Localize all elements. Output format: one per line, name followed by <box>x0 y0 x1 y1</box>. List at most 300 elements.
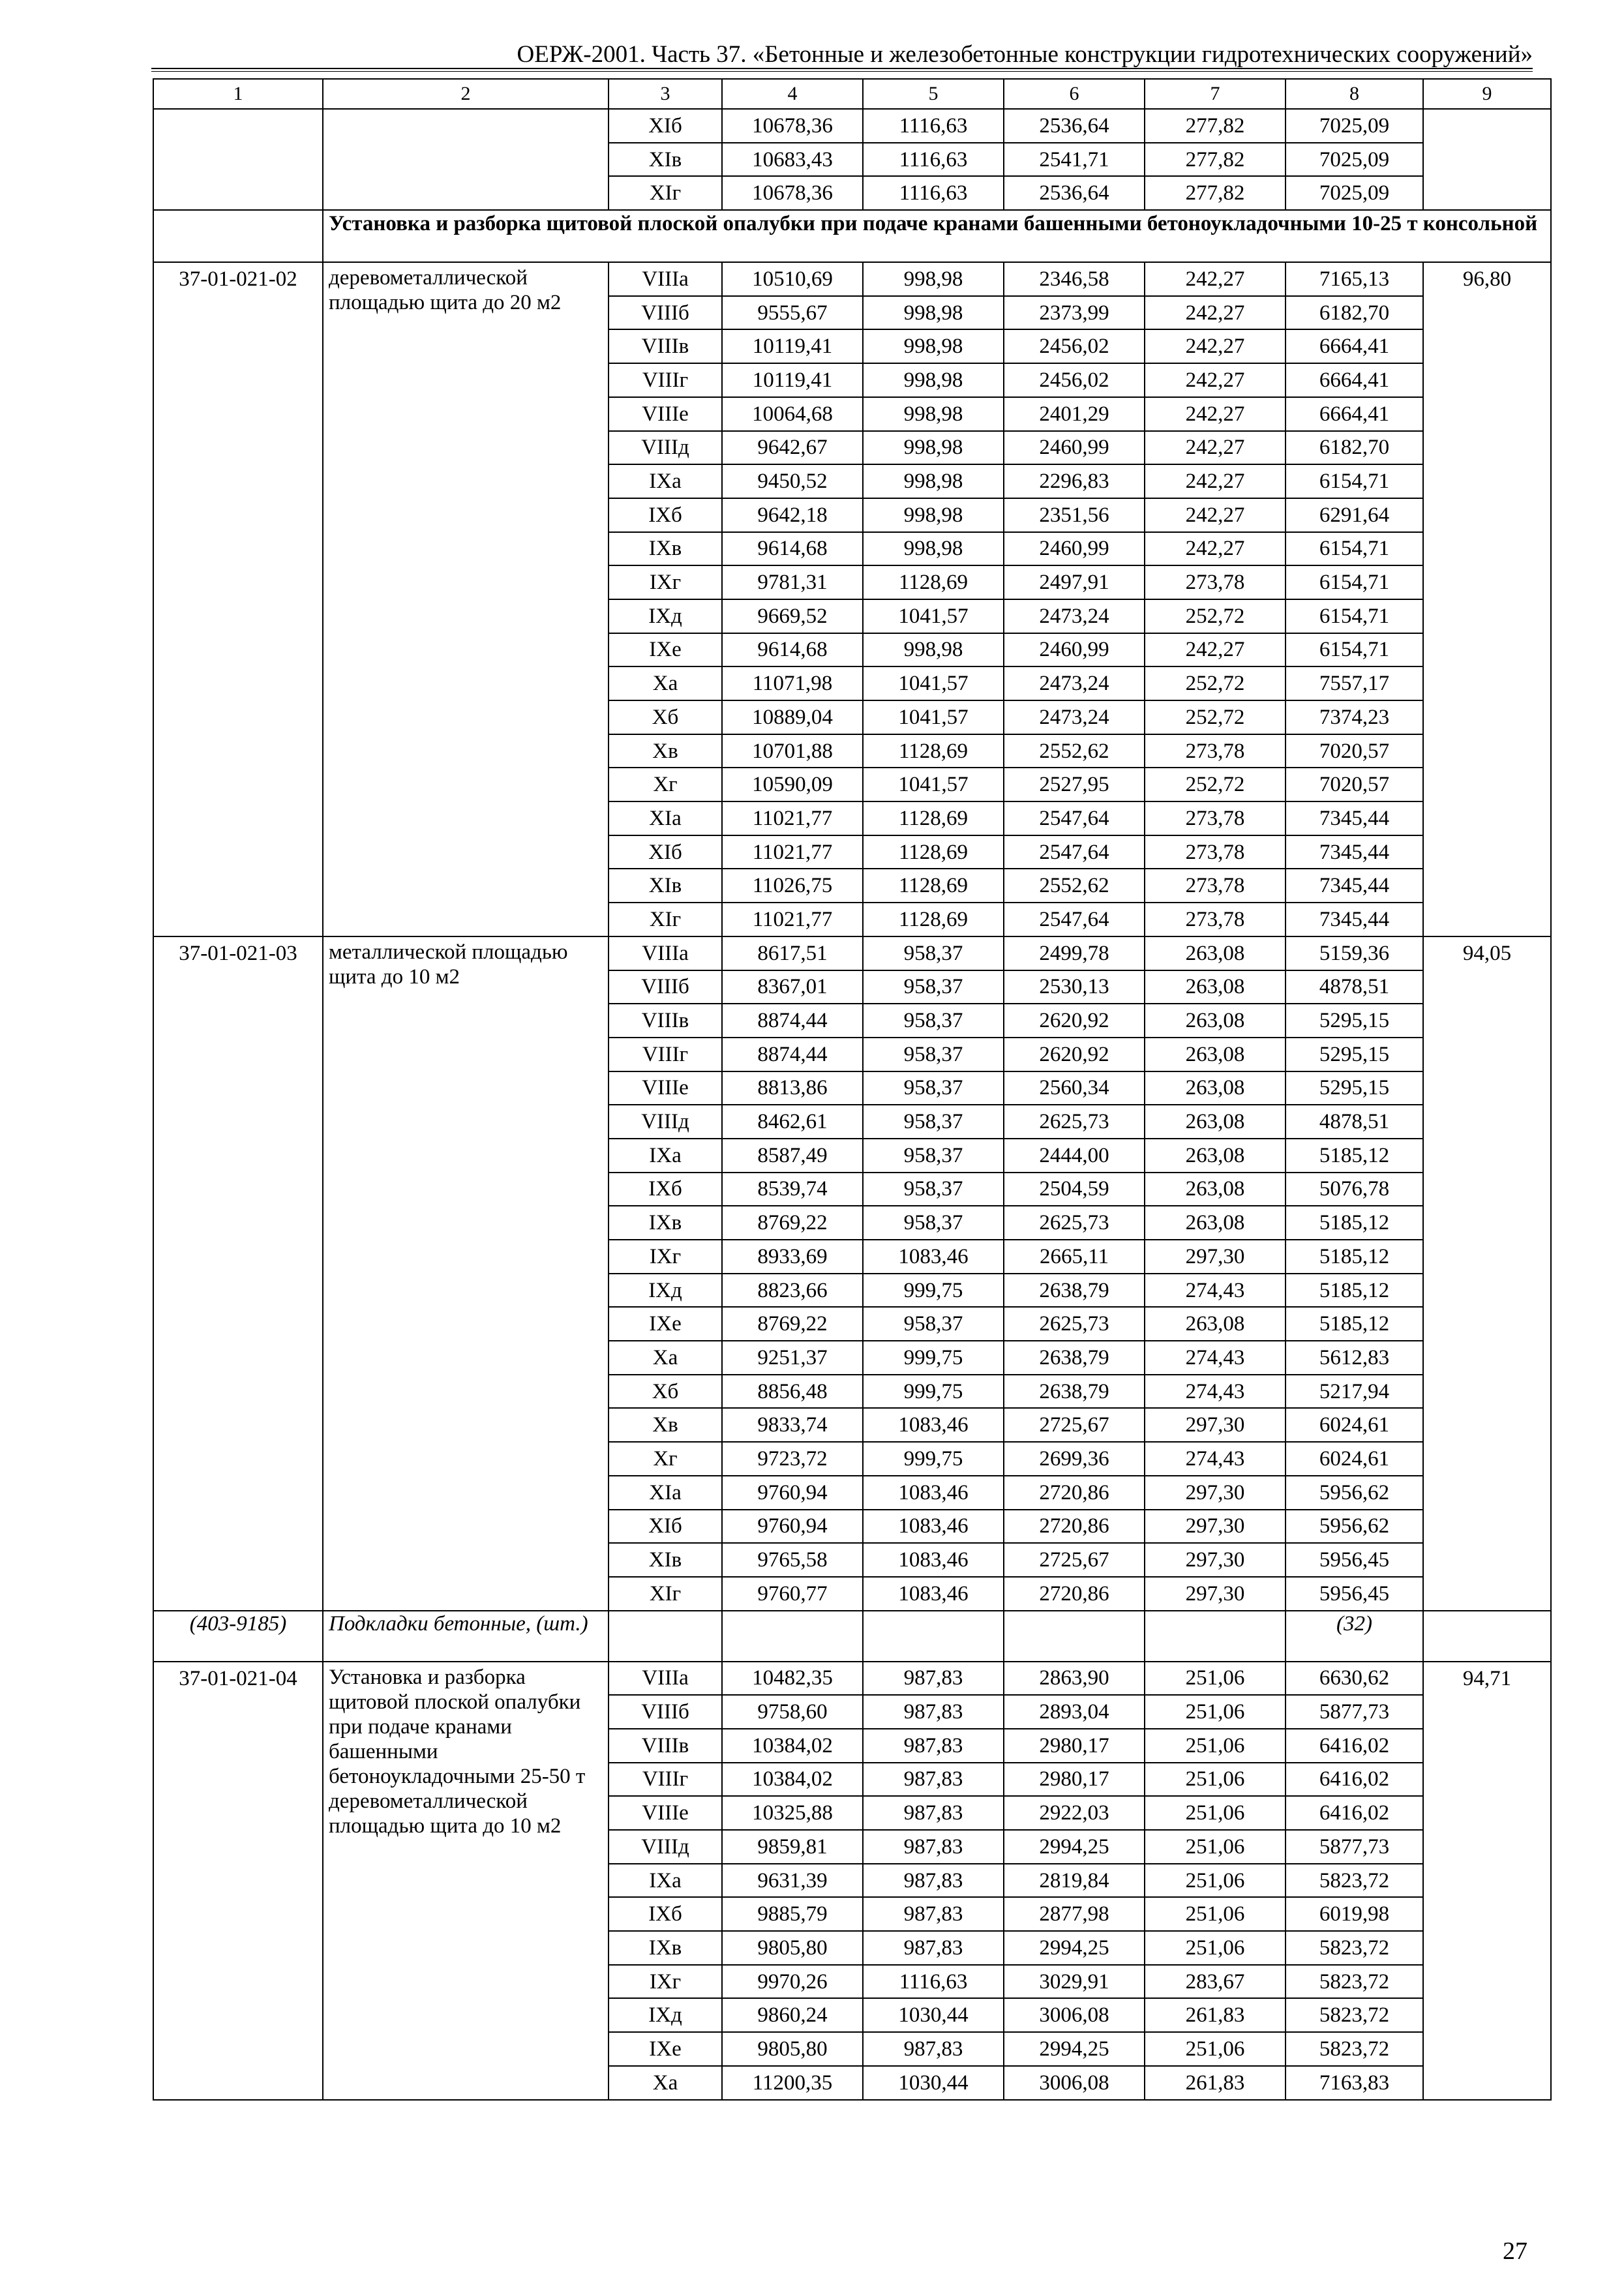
value-cell: 987,83 <box>863 1729 1004 1763</box>
value-cell: 10384,02 <box>722 1729 863 1763</box>
value-cell: 1083,46 <box>863 1543 1004 1577</box>
group-cell: Xб <box>609 1375 722 1409</box>
value-cell: 9781,31 <box>722 565 863 599</box>
group-cell: VIIIв <box>609 329 722 363</box>
group-cell: VIIIа <box>609 262 722 296</box>
group-cell: IXв <box>609 532 722 566</box>
value-cell: 10325,88 <box>722 1796 863 1830</box>
column-number: 3 <box>609 79 722 109</box>
value-cell: 1083,46 <box>863 1476 1004 1510</box>
value-cell: 1128,69 <box>863 903 1004 936</box>
group-cell: VIIIе <box>609 1071 722 1105</box>
value-cell: 958,37 <box>863 1105 1004 1139</box>
value-cell: 5877,73 <box>1286 1830 1423 1864</box>
value-cell: 998,98 <box>863 363 1004 397</box>
value-cell: 2456,02 <box>1004 363 1145 397</box>
value-cell: 6182,70 <box>1286 431 1423 465</box>
value-cell: 958,37 <box>863 1004 1004 1038</box>
value-cell: 277,82 <box>1145 109 1286 143</box>
value-cell: 987,83 <box>863 1695 1004 1729</box>
value-cell: 958,37 <box>863 1173 1004 1206</box>
value-cell: 2473,24 <box>1004 599 1145 633</box>
group-cell: IXе <box>609 1307 722 1341</box>
group-cell: XIб <box>609 1510 722 1544</box>
value-cell: 251,06 <box>1145 2032 1286 2066</box>
value-cell: 5295,15 <box>1286 1038 1423 1071</box>
group-cell: XIг <box>609 176 722 210</box>
group-cell: VIIIв <box>609 1004 722 1038</box>
value-cell: 7345,44 <box>1286 903 1423 936</box>
value-cell: 6416,02 <box>1286 1729 1423 1763</box>
value-cell: 7020,57 <box>1286 768 1423 801</box>
group-cell: VIIIе <box>609 1796 722 1830</box>
value-cell: 9805,80 <box>722 1931 863 1965</box>
value-cell: 2541,71 <box>1004 143 1145 177</box>
value-cell: 5877,73 <box>1286 1695 1423 1729</box>
value-cell: 987,83 <box>863 1830 1004 1864</box>
value-cell: 8933,69 <box>722 1240 863 1274</box>
value-cell: 7345,44 <box>1286 835 1423 869</box>
value-cell: 9251,37 <box>722 1341 863 1375</box>
value-cell: 998,98 <box>863 329 1004 363</box>
value-cell: 7557,17 <box>1286 666 1423 700</box>
value-cell: 6630,62 <box>1286 1662 1423 1696</box>
value-cell: 251,06 <box>1145 1864 1286 1898</box>
group-cell: IXг <box>609 1965 722 1999</box>
value-cell: 9758,60 <box>722 1695 863 1729</box>
value-cell: 7025,09 <box>1286 176 1423 210</box>
value-cell: 263,08 <box>1145 1173 1286 1206</box>
page-header <box>151 35 1533 72</box>
value-cell: 5823,72 <box>1286 1864 1423 1898</box>
note-empty <box>609 1611 722 1662</box>
value-cell: 1083,46 <box>863 1510 1004 1544</box>
value-cell: 7345,44 <box>1286 869 1423 903</box>
value-cell: 297,30 <box>1145 1577 1286 1611</box>
table-row <box>153 262 1551 296</box>
value-cell: 9885,79 <box>722 1897 863 1931</box>
value-cell: 5823,72 <box>1286 2032 1423 2066</box>
value-cell: 252,72 <box>1145 700 1286 734</box>
value-cell: 6024,61 <box>1286 1408 1423 1442</box>
group-cell: XIг <box>609 1577 722 1611</box>
value-cell: 9614,68 <box>722 633 863 667</box>
value-cell: 999,75 <box>863 1274 1004 1308</box>
value-cell: 1083,46 <box>863 1577 1004 1611</box>
value-cell: 2819,84 <box>1004 1864 1145 1898</box>
value-cell: 242,27 <box>1145 329 1286 363</box>
value-cell: 2625,73 <box>1004 1105 1145 1139</box>
group-cell: XIб <box>609 109 722 143</box>
value-cell: 10889,04 <box>722 700 863 734</box>
value-cell: 9642,18 <box>722 498 863 532</box>
value-cell: 999,75 <box>863 1341 1004 1375</box>
group-cell: Xа <box>609 2066 722 2100</box>
value-cell: 7025,09 <box>1286 143 1423 177</box>
value-cell: 2980,17 <box>1004 1763 1145 1797</box>
value-cell: 274,43 <box>1145 1375 1286 1409</box>
group-cell: Xг <box>609 768 722 801</box>
value-cell: 998,98 <box>863 296 1004 330</box>
value-cell: 998,98 <box>863 532 1004 566</box>
value-cell: 2922,03 <box>1004 1796 1145 1830</box>
value-cell: 3029,91 <box>1004 1965 1145 1999</box>
value-cell: 987,83 <box>863 1763 1004 1797</box>
value-cell: 7025,09 <box>1286 109 1423 143</box>
note-empty <box>1145 1611 1286 1662</box>
column-number: 2 <box>323 79 609 109</box>
value-cell: 998,98 <box>863 633 1004 667</box>
value-cell: 6154,71 <box>1286 532 1423 566</box>
value-cell: 3006,08 <box>1004 2066 1145 2100</box>
group-cell: VIIIг <box>609 1763 722 1797</box>
value-cell: 7345,44 <box>1286 801 1423 835</box>
note-description: Подкладки бетонные, (шт.) <box>323 1611 609 1662</box>
rates-table <box>153 78 1552 2101</box>
value-cell: 297,30 <box>1145 1510 1286 1544</box>
value-cell: 2638,79 <box>1004 1341 1145 1375</box>
value-cell: 251,06 <box>1145 1931 1286 1965</box>
value-cell: 7165,13 <box>1286 262 1423 296</box>
column-number: 7 <box>1145 79 1286 109</box>
value-cell: 9723,72 <box>722 1442 863 1476</box>
value-cell: 9805,80 <box>722 2032 863 2066</box>
value-cell: 2460,99 <box>1004 431 1145 465</box>
value-cell: 263,08 <box>1145 970 1286 1004</box>
value-cell: 242,27 <box>1145 397 1286 431</box>
value-cell: 263,08 <box>1145 1307 1286 1341</box>
group-cell: XIв <box>609 869 722 903</box>
value-cell: 8874,44 <box>722 1004 863 1038</box>
group-cell: Xв <box>609 734 722 768</box>
group-cell: IXд <box>609 1274 722 1308</box>
value-cell: 1041,57 <box>863 700 1004 734</box>
value-cell: 958,37 <box>863 1206 1004 1240</box>
value-cell: 6154,71 <box>1286 464 1423 498</box>
value-cell: 9833,74 <box>722 1408 863 1442</box>
value-cell: 987,83 <box>863 1864 1004 1898</box>
group-cell: IXе <box>609 633 722 667</box>
value-cell: 958,37 <box>863 1038 1004 1071</box>
value-cell: 9614,68 <box>722 532 863 566</box>
header-rule <box>151 68 1533 69</box>
value-cell: 273,78 <box>1145 565 1286 599</box>
note-row <box>153 1611 1551 1662</box>
value-cell: 8769,22 <box>722 1307 863 1341</box>
value-cell: 1041,57 <box>863 666 1004 700</box>
value-cell: 252,72 <box>1145 768 1286 801</box>
group-cell: VIIIб <box>609 1695 722 1729</box>
value-cell: 6416,02 <box>1286 1763 1423 1797</box>
group-cell: IXб <box>609 1897 722 1931</box>
value-cell: 2460,99 <box>1004 633 1145 667</box>
value-cell: 1128,69 <box>863 835 1004 869</box>
value-cell: 6154,71 <box>1286 633 1423 667</box>
group-cell: VIIIд <box>609 1830 722 1864</box>
value-cell: 9859,81 <box>722 1830 863 1864</box>
group-cell: VIIIг <box>609 363 722 397</box>
value-cell: 5956,45 <box>1286 1543 1423 1577</box>
value-cell: 8874,44 <box>722 1038 863 1071</box>
note-quantity: (32) <box>1286 1611 1423 1662</box>
value-cell: 998,98 <box>863 464 1004 498</box>
value-cell: 987,83 <box>863 1796 1004 1830</box>
value-cell: 251,06 <box>1145 1897 1286 1931</box>
value-cell: 2444,00 <box>1004 1139 1145 1173</box>
group-cell: IXе <box>609 2032 722 2066</box>
group-cell: IXв <box>609 1206 722 1240</box>
value-cell: 2547,64 <box>1004 835 1145 869</box>
value-cell: 8617,51 <box>722 936 863 970</box>
value-cell: 9970,26 <box>722 1965 863 1999</box>
value-cell: 2638,79 <box>1004 1375 1145 1409</box>
value-cell: 998,98 <box>863 498 1004 532</box>
code-cell: 37-01-021-03 <box>153 936 323 1611</box>
value-cell: 2346,58 <box>1004 262 1145 296</box>
value-cell: 10119,41 <box>722 363 863 397</box>
value-cell: 1116,63 <box>863 143 1004 177</box>
value-cell: 8587,49 <box>722 1139 863 1173</box>
value-cell: 2725,67 <box>1004 1408 1145 1442</box>
value-cell: 10683,43 <box>722 143 863 177</box>
value-cell: 251,06 <box>1145 1695 1286 1729</box>
value-cell: 251,06 <box>1145 1729 1286 1763</box>
value-cell: 283,67 <box>1145 1965 1286 1999</box>
value-cell: 263,08 <box>1145 1038 1286 1071</box>
value-cell: 6154,71 <box>1286 599 1423 633</box>
group-cell: IXв <box>609 1931 722 1965</box>
value-cell: 998,98 <box>863 397 1004 431</box>
value-cell: 297,30 <box>1145 1408 1286 1442</box>
value-cell: 2625,73 <box>1004 1307 1145 1341</box>
value-cell: 8367,01 <box>722 970 863 1004</box>
total-cell: 94,05 <box>1423 936 1551 1611</box>
value-cell: 7374,23 <box>1286 700 1423 734</box>
value-cell: 5956,62 <box>1286 1476 1423 1510</box>
value-cell: 10510,69 <box>722 262 863 296</box>
group-cell: XIб <box>609 835 722 869</box>
value-cell: 2994,25 <box>1004 1830 1145 1864</box>
column-number: 8 <box>1286 79 1423 109</box>
group-cell: Xв <box>609 1408 722 1442</box>
table-row <box>153 1662 1551 1696</box>
note-empty <box>863 1611 1004 1662</box>
value-cell: 1041,57 <box>863 768 1004 801</box>
value-cell: 242,27 <box>1145 464 1286 498</box>
value-cell: 1128,69 <box>863 801 1004 835</box>
value-cell: 273,78 <box>1145 903 1286 936</box>
value-cell: 263,08 <box>1145 1071 1286 1105</box>
code-cell: 37-01-021-04 <box>153 1662 323 2100</box>
value-cell: 8823,66 <box>722 1274 863 1308</box>
column-numbers-row <box>153 79 1551 109</box>
value-cell: 1128,69 <box>863 869 1004 903</box>
value-cell: 251,06 <box>1145 1796 1286 1830</box>
value-cell: 9450,52 <box>722 464 863 498</box>
value-cell: 2720,86 <box>1004 1577 1145 1611</box>
value-cell: 6182,70 <box>1286 296 1423 330</box>
page-number: 27 <box>1503 2237 1527 2265</box>
value-cell: 274,43 <box>1145 1274 1286 1308</box>
value-cell: 8539,74 <box>722 1173 863 1206</box>
value-cell: 10064,68 <box>722 397 863 431</box>
value-cell: 9669,52 <box>722 599 863 633</box>
group-cell: IXа <box>609 464 722 498</box>
value-cell: 263,08 <box>1145 1105 1286 1139</box>
value-cell: 273,78 <box>1145 869 1286 903</box>
value-cell: 2473,24 <box>1004 700 1145 734</box>
value-cell: 6664,41 <box>1286 329 1423 363</box>
header-rule-thin <box>151 71 1533 72</box>
description-cell: Установка и разборка щитовой плоской опалубки при подаче кранами башенными бетоноукладочными 25-50 т деревометаллической площадью щита до 10 м2 <box>323 1662 609 2100</box>
value-cell: 8856,48 <box>722 1375 863 1409</box>
value-cell: 9760,94 <box>722 1476 863 1510</box>
value-cell: 958,37 <box>863 970 1004 1004</box>
value-cell: 2456,02 <box>1004 329 1145 363</box>
value-cell: 9642,67 <box>722 431 863 465</box>
group-cell: VIIIд <box>609 1105 722 1139</box>
value-cell: 297,30 <box>1145 1240 1286 1274</box>
value-cell: 5295,15 <box>1286 1071 1423 1105</box>
value-cell: 987,83 <box>863 1662 1004 1696</box>
value-cell: 9760,77 <box>722 1577 863 1611</box>
group-cell: VIIIа <box>609 1662 722 1696</box>
value-cell: 958,37 <box>863 936 1004 970</box>
value-cell: 6024,61 <box>1286 1442 1423 1476</box>
value-cell: 263,08 <box>1145 1139 1286 1173</box>
value-cell: 5823,72 <box>1286 1998 1423 2032</box>
value-cell: 2620,92 <box>1004 1038 1145 1071</box>
value-cell: 6664,41 <box>1286 397 1423 431</box>
group-cell: XIа <box>609 1476 722 1510</box>
value-cell: 2699,36 <box>1004 1442 1145 1476</box>
value-cell: 10384,02 <box>722 1763 863 1797</box>
value-cell: 1041,57 <box>863 599 1004 633</box>
value-cell: 297,30 <box>1145 1476 1286 1510</box>
value-cell: 9760,94 <box>722 1510 863 1544</box>
column-number: 5 <box>863 79 1004 109</box>
value-cell: 2504,59 <box>1004 1173 1145 1206</box>
value-cell: 987,83 <box>863 1931 1004 1965</box>
value-cell: 2527,95 <box>1004 768 1145 801</box>
value-cell: 9860,24 <box>722 1998 863 2032</box>
code-cell: 37-01-021-02 <box>153 262 323 936</box>
value-cell: 261,83 <box>1145 2066 1286 2100</box>
value-cell: 5295,15 <box>1286 1004 1423 1038</box>
total-cell: 96,80 <box>1423 262 1551 936</box>
value-cell: 2980,17 <box>1004 1729 1145 1763</box>
note-empty <box>722 1611 863 1662</box>
value-cell: 999,75 <box>863 1442 1004 1476</box>
value-cell: 2536,64 <box>1004 109 1145 143</box>
value-cell: 242,27 <box>1145 363 1286 397</box>
section-blank <box>153 210 323 262</box>
value-cell: 11200,35 <box>722 2066 863 2100</box>
value-cell: 8462,61 <box>722 1105 863 1139</box>
value-cell: 5185,12 <box>1286 1139 1423 1173</box>
group-cell: XIа <box>609 801 722 835</box>
value-cell: 251,06 <box>1145 1763 1286 1797</box>
value-cell: 1083,46 <box>863 1240 1004 1274</box>
value-cell: 11021,77 <box>722 801 863 835</box>
value-cell: 2720,86 <box>1004 1476 1145 1510</box>
value-cell: 2893,04 <box>1004 1695 1145 1729</box>
value-cell: 1116,63 <box>863 1965 1004 1999</box>
group-cell: VIIIа <box>609 936 722 970</box>
value-cell: 252,72 <box>1145 666 1286 700</box>
value-cell: 8769,22 <box>722 1206 863 1240</box>
value-cell: 242,27 <box>1145 262 1286 296</box>
value-cell: 9555,67 <box>722 296 863 330</box>
value-cell: 2552,62 <box>1004 869 1145 903</box>
value-cell: 4878,51 <box>1286 970 1423 1004</box>
value-cell: 5823,72 <box>1286 1965 1423 1999</box>
description-cell: деревометаллической площадью щита до 20 м2 <box>323 262 609 936</box>
value-cell: 2530,13 <box>1004 970 1145 1004</box>
value-cell: 1128,69 <box>863 734 1004 768</box>
value-cell: 263,08 <box>1145 1206 1286 1240</box>
value-cell: 2863,90 <box>1004 1662 1145 1696</box>
value-cell: 6291,64 <box>1286 498 1423 532</box>
value-cell: 2296,83 <box>1004 464 1145 498</box>
group-cell: VIIIб <box>609 296 722 330</box>
value-cell: 2665,11 <box>1004 1240 1145 1274</box>
value-cell: 5185,12 <box>1286 1274 1423 1308</box>
column-number: 9 <box>1423 79 1551 109</box>
value-cell: 6019,98 <box>1286 1897 1423 1931</box>
section-row <box>153 210 1551 262</box>
value-cell: 2460,99 <box>1004 532 1145 566</box>
value-cell: 252,72 <box>1145 599 1286 633</box>
value-cell: 987,83 <box>863 2032 1004 2066</box>
column-number: 4 <box>722 79 863 109</box>
value-cell: 273,78 <box>1145 734 1286 768</box>
value-cell: 7020,57 <box>1286 734 1423 768</box>
description-cell <box>323 109 609 210</box>
value-cell: 10590,09 <box>722 768 863 801</box>
value-cell: 2351,56 <box>1004 498 1145 532</box>
value-cell: 2552,62 <box>1004 734 1145 768</box>
value-cell: 2638,79 <box>1004 1274 1145 1308</box>
group-cell: VIIIв <box>609 1729 722 1763</box>
value-cell: 1116,63 <box>863 176 1004 210</box>
value-cell: 5956,45 <box>1286 1577 1423 1611</box>
value-cell: 8813,86 <box>722 1071 863 1105</box>
value-cell: 7163,83 <box>1286 2066 1423 2100</box>
value-cell: 2373,99 <box>1004 296 1145 330</box>
value-cell: 251,06 <box>1145 1830 1286 1864</box>
description-cell: металлической площадью щита до 10 м2 <box>323 936 609 1611</box>
value-cell: 2473,24 <box>1004 666 1145 700</box>
table-body <box>153 79 1551 2100</box>
value-cell: 10678,36 <box>722 176 863 210</box>
group-cell: IXб <box>609 498 722 532</box>
group-cell: IXа <box>609 1139 722 1173</box>
value-cell: 6154,71 <box>1286 565 1423 599</box>
value-cell: 274,43 <box>1145 1341 1286 1375</box>
total-cell <box>1423 109 1551 210</box>
column-number: 1 <box>153 79 323 109</box>
value-cell: 10678,36 <box>722 109 863 143</box>
value-cell: 251,06 <box>1145 1662 1286 1696</box>
value-cell: 2720,86 <box>1004 1510 1145 1544</box>
value-cell: 263,08 <box>1145 936 1286 970</box>
value-cell: 242,27 <box>1145 498 1286 532</box>
group-cell: VIIIб <box>609 970 722 1004</box>
group-cell: VIIIе <box>609 397 722 431</box>
code-cell <box>153 109 323 210</box>
value-cell: 1030,44 <box>863 2066 1004 2100</box>
